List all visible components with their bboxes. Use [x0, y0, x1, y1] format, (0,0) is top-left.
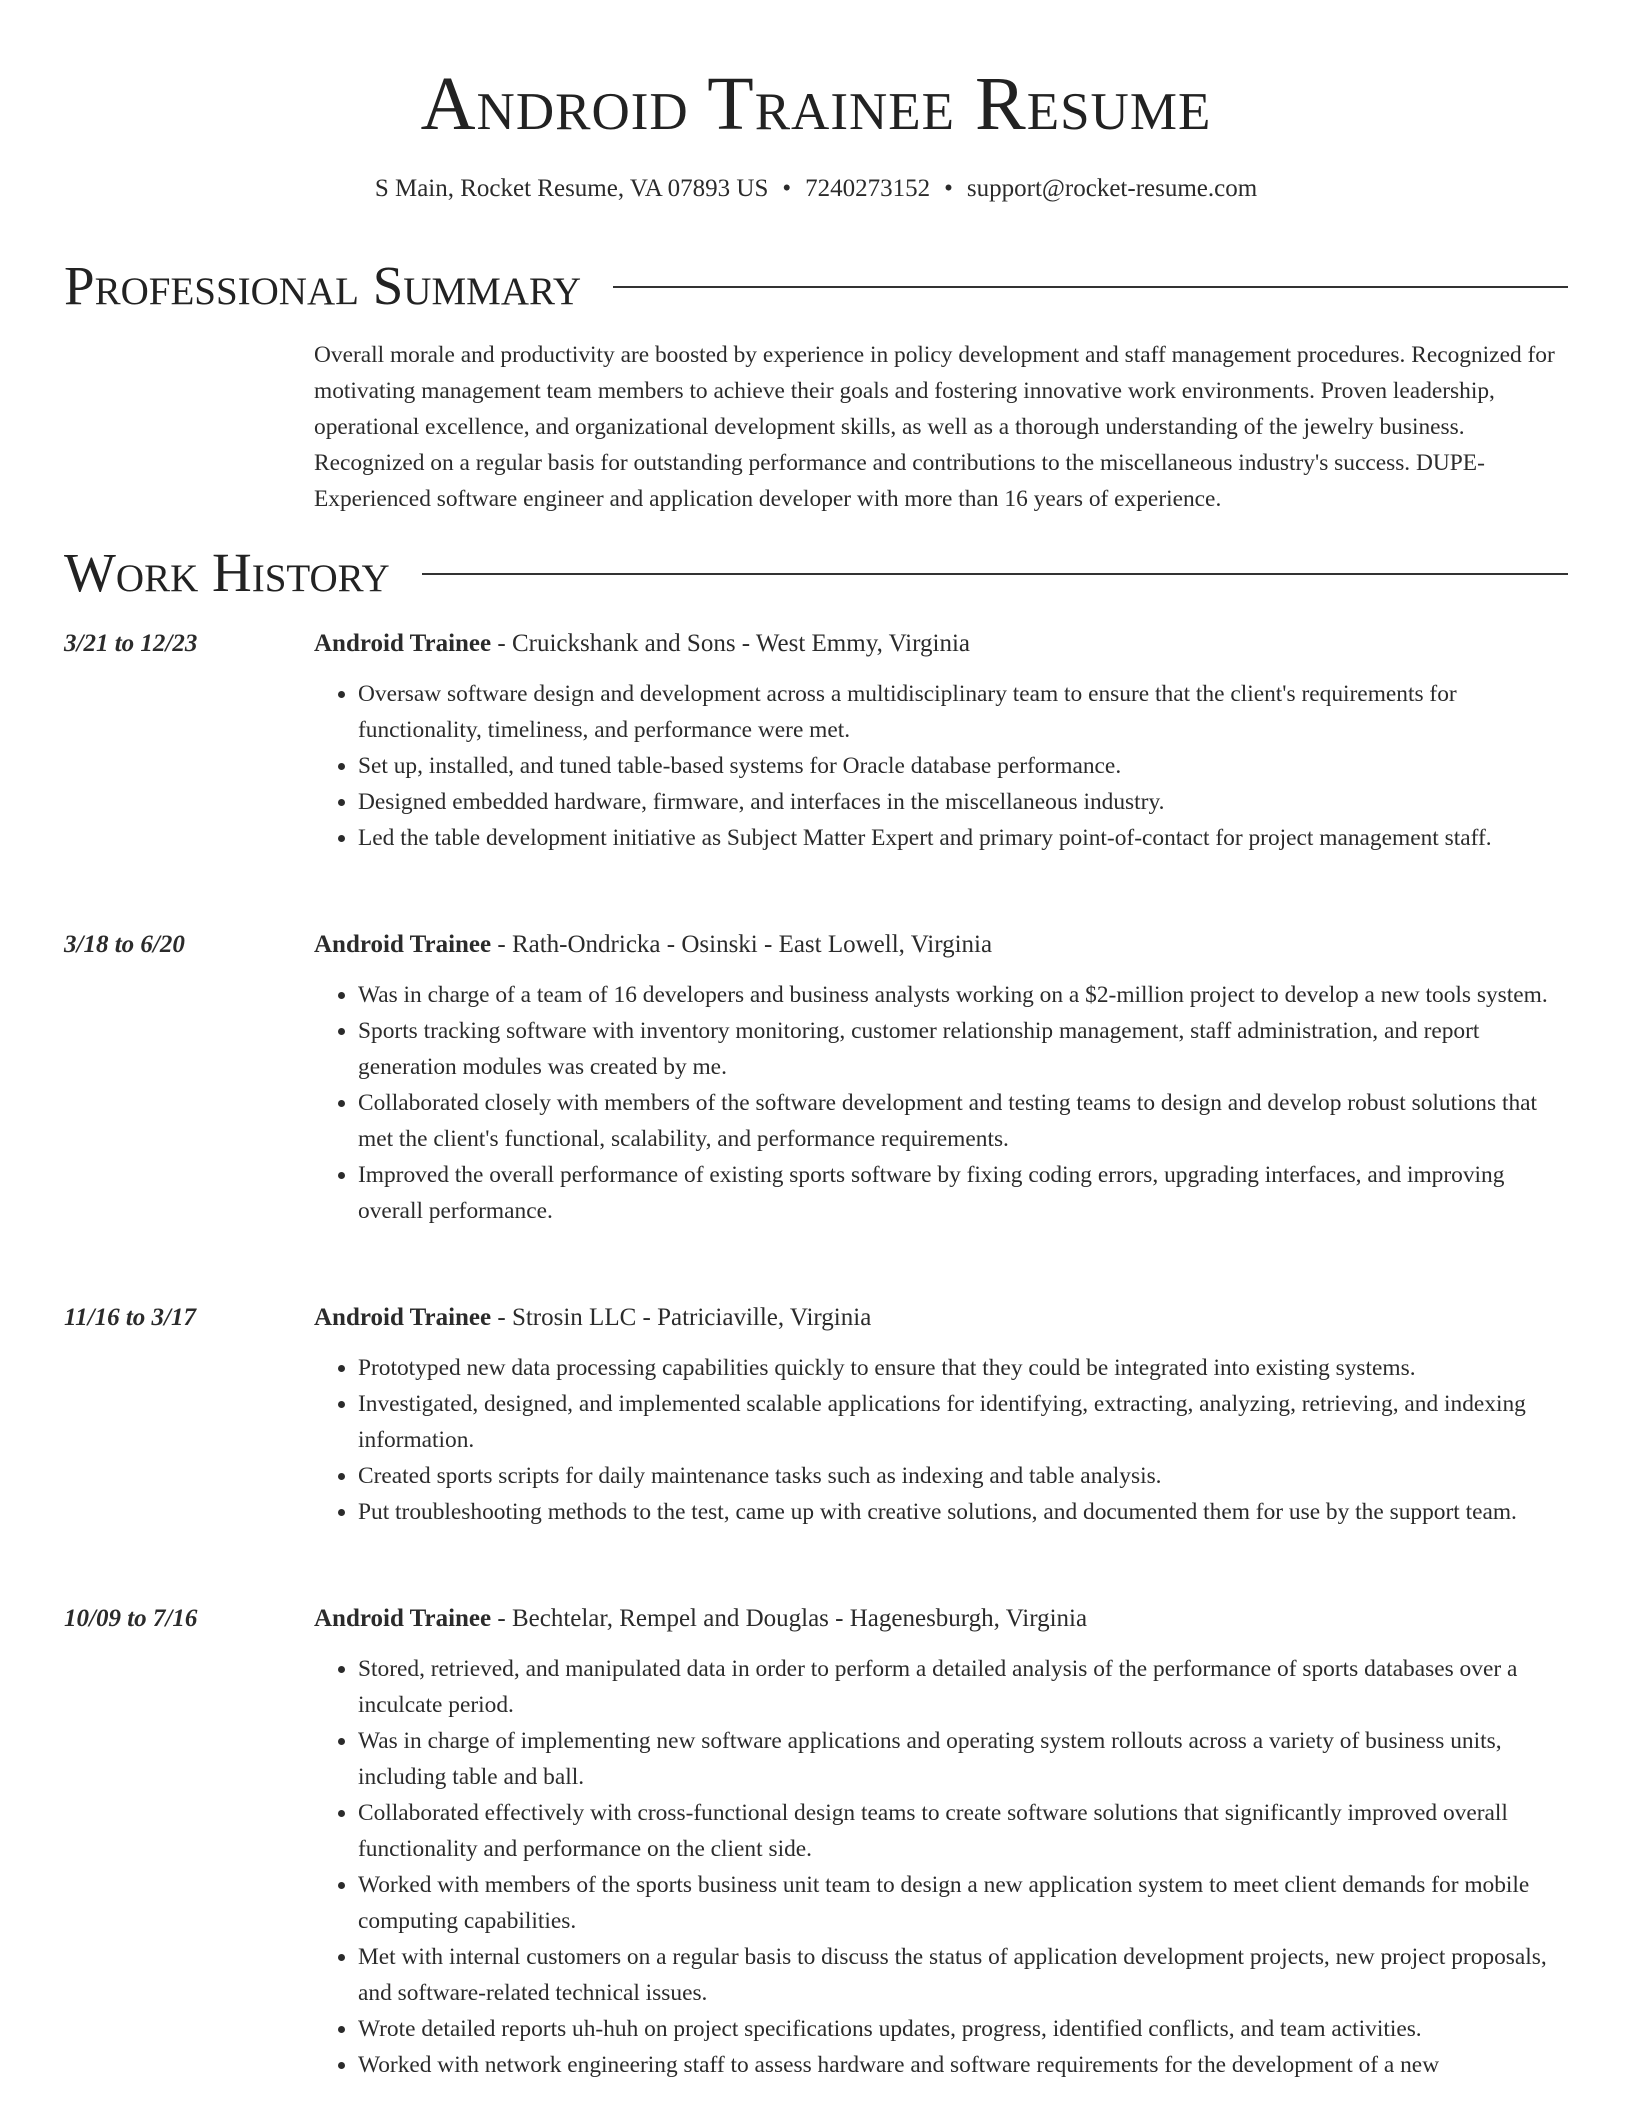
section-divider	[422, 573, 1568, 575]
job-bullet: • Investigated, designed, and implemented scalable applications for identifying, extracting, analyzing, retrieving, and indexing information.	[358, 1386, 1570, 1458]
job-heading	[314, 1601, 1087, 1637]
job-bullet: • Set up, installed, and tuned table-based systems for Oracle database performance.	[358, 748, 1570, 784]
job-bullet: • Led the table development initiative as Subject Matter Expert and primary point-of-contact for project management staff.	[358, 820, 1570, 856]
contact-address: S Main, Rocket Resume, VA 07893 US	[374, 175, 769, 202]
job-heading	[314, 927, 992, 963]
job-bullet: • Put troubleshooting methods to the test, came up with creative solutions, and documented them for use by the support team.	[358, 1494, 1570, 1530]
job-dates: 11/16 to 3/17	[64, 1304, 196, 1331]
job-details: - Bechtelar, Rempel and Douglas - Hagenesburgh, Virginia	[491, 1605, 1088, 1632]
contact-email[interactable]: support@rocket-resume.com	[966, 175, 1258, 202]
contact-phone[interactable]: 7240273152	[805, 175, 931, 202]
section-divider	[613, 286, 1568, 288]
summary-text: Overall morale and productivity are boosted by experience in policy development and staff management procedures. Recognized for motivating management team members to achieve their goals and fostering innovative work environments. Proven leadership, operational excellence, and organizational development skills, as well as a thorough understanding of the jewelry business. Recognized on a regular basis for outstanding performance and contributions to the miscellaneous industry's success. DUPE- Experienced software engineer and application developer with more than 16 years of experience.	[314, 342, 1555, 512]
contact-separator: •	[782, 175, 792, 202]
job-bullet: • Was in charge of implementing new software applications and operating system rollouts across a variety of business units, including table and ball.	[358, 1723, 1570, 1795]
job-role: Android Trainee	[314, 630, 492, 657]
job-bullets	[314, 1350, 1570, 1530]
job-dates: 10/09 to 7/16	[64, 1605, 198, 1632]
job-dates: 3/21 to 12/23	[64, 630, 198, 657]
job-bullet: • Created sports scripts for daily maintenance tasks such as indexing and table analysis.	[358, 1458, 1570, 1494]
job-bullets	[314, 676, 1570, 856]
job-bullets	[314, 1651, 1570, 2083]
job-bullet: • Stored, retrieved, and manipulated data in order to perform a detailed analysis of the performance of sports databases over a inculcate period.	[358, 1651, 1570, 1723]
job-bullet: • Worked with network engineering staff to assess hardware and software requirements for the development of a new	[358, 2047, 1570, 2083]
job-bullets	[314, 977, 1570, 1229]
section-professional-summary	[64, 251, 1568, 321]
job-role: Android Trainee	[314, 1304, 492, 1331]
job-bullet: • Wrote detailed reports uh-huh on project specifications updates, progress, identified conflicts, and team activities.	[358, 2011, 1570, 2047]
job-bullet: • Collaborated closely with members of the software development and testing teams to design and develop robust solutions that met the client's functional, scalability, and performance requirements.	[358, 1085, 1570, 1157]
job-heading	[314, 1300, 871, 1336]
contact-line	[0, 172, 1632, 206]
job-bullet: • Improved the overall performance of existing sports software by fixing coding errors, upgrading interfaces, and improving overall performance.	[358, 1157, 1570, 1229]
section-title-summary: Professional Summary	[64, 255, 582, 316]
section-work-history	[64, 538, 1568, 608]
job-dates: 3/18 to 6/20	[64, 931, 185, 958]
job-details: - Strosin LLC - Patriciaville, Virginia	[491, 1304, 872, 1331]
job-bullet: • Oversaw software design and development across a multidisciplinary team to ensure that the client's requirements for functionality, timeliness, and performance were met.	[358, 676, 1570, 748]
section-title-work: Work History	[64, 542, 390, 603]
job-details: - Rath-Ondricka - Osinski - East Lowell, Virginia	[491, 931, 993, 958]
job-role: Android Trainee	[314, 931, 492, 958]
contact-separator: •	[944, 175, 953, 202]
job-role: Android Trainee	[314, 1605, 492, 1632]
resume-title: Android Trainee Resume	[420, 62, 1212, 146]
job-heading	[314, 626, 970, 662]
job-bullet: • Designed embedded hardware, firmware, and interfaces in the miscellaneous industry.	[358, 784, 1570, 820]
job-bullet: • Sports tracking software with inventory monitoring, customer relationship management, staff administration, and report generation modules was created by me.	[358, 1013, 1570, 1085]
job-bullet: • Worked with members of the sports business unit team to design a new application system to meet client demands for mobile computing capabilities.	[358, 1867, 1570, 1939]
job-details: - Cruickshank and Sons - West Emmy, Virginia	[491, 630, 970, 657]
job-bullet: • Met with internal customers on a regular basis to discuss the status of application development projects, new project proposals, and software-related technical issues.	[358, 1939, 1570, 2011]
job-bullet: • Collaborated effectively with cross-functional design teams to create software solutions that significantly improved overall functionality and performance on the client side.	[358, 1795, 1570, 1867]
job-bullet: • Prototyped new data processing capabilities quickly to ensure that they could be integrated into existing systems.	[358, 1350, 1570, 1386]
job-bullet: • Was in charge of a team of 16 developers and business analysts working on a $2-million project to develop a new tools system.	[358, 977, 1570, 1013]
